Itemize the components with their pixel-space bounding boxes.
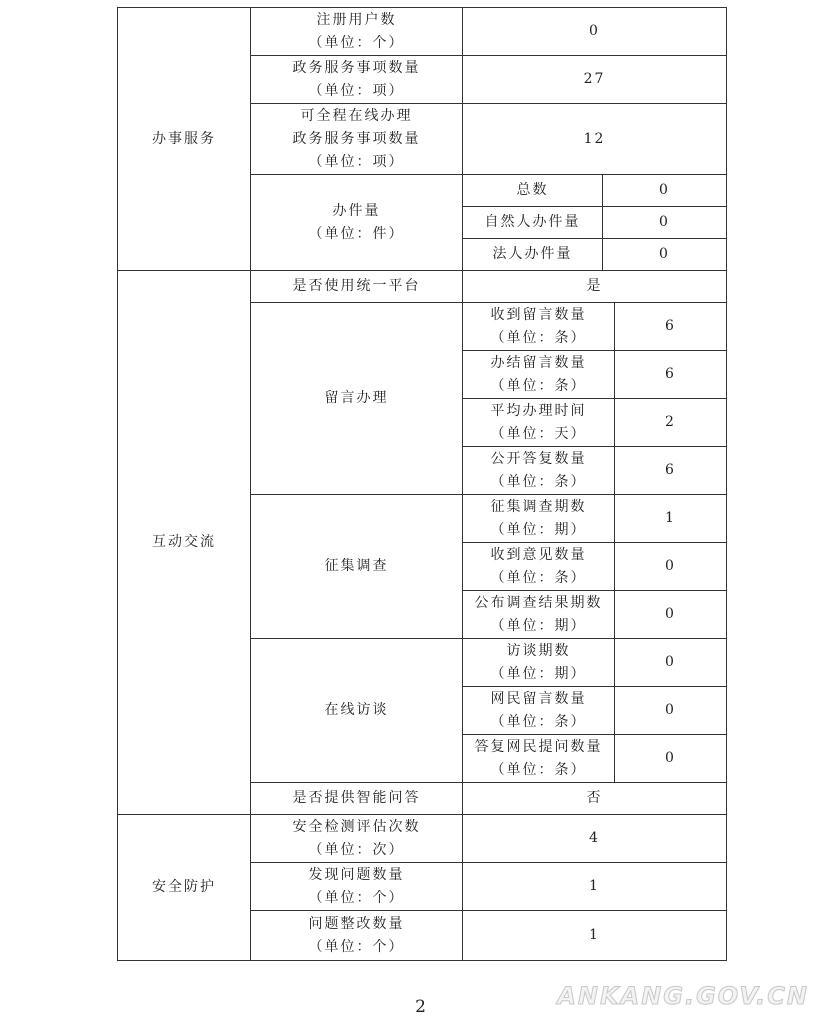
- row-label-registered-users: 注册用户数 （单位：个）: [251, 8, 463, 56]
- page-number: 2: [415, 997, 426, 1017]
- row-label-assessments: 安全检测评估次数 （单位：次）: [251, 815, 463, 863]
- watermark-logo: ANKANG.GOV.CN: [557, 982, 809, 1010]
- value-messages-received: 6: [615, 303, 727, 351]
- value-interview-periods: 0: [615, 639, 727, 687]
- value-messages-avg-time: 2: [615, 399, 727, 447]
- value-issues-found: 1: [463, 863, 727, 911]
- row-label-interviews: 在线访谈: [251, 639, 463, 783]
- report-table: [117, 7, 727, 961]
- value-unified-platform: 是: [463, 271, 727, 303]
- value-cases-legal: 0: [603, 239, 727, 271]
- row-label-unified-platform: 是否使用统一平台: [251, 271, 463, 303]
- sub-label-cases-natural: 自然人办件量: [463, 207, 603, 239]
- sub-label-messages-public-replies: 公开答复数量 （单位：条）: [463, 447, 615, 495]
- row-label-messages: 留言办理: [251, 303, 463, 495]
- value-messages-public-replies: 6: [615, 447, 727, 495]
- sub-label-cases-total: 总数: [463, 175, 603, 207]
- row-label-surveys: 征集调查: [251, 495, 463, 639]
- section-interaction: 互动交流: [118, 271, 251, 815]
- row-label-smart-qa: 是否提供智能问答: [251, 783, 463, 815]
- value-cases-total: 0: [603, 175, 727, 207]
- value-survey-results: 0: [615, 591, 727, 639]
- value-cases-natural: 0: [603, 207, 727, 239]
- row-label-cases: 办件量 （单位：件）: [251, 175, 463, 271]
- value-survey-periods: 1: [615, 495, 727, 543]
- row-label-issues-fixed: 问题整改数量 （单位：个）: [251, 911, 463, 961]
- value-netizen-messages: 0: [615, 687, 727, 735]
- value-registered-users: 0: [463, 8, 727, 56]
- value-survey-opinions: 0: [615, 543, 727, 591]
- value-interview-replies: 0: [615, 735, 727, 783]
- sub-label-interview-periods: 访谈期数 （单位：期）: [463, 639, 615, 687]
- sub-label-netizen-messages: 网民留言数量 （单位：条）: [463, 687, 615, 735]
- section-security: 安全防护: [118, 815, 251, 961]
- sub-label-messages-received: 收到留言数量 （单位：条）: [463, 303, 615, 351]
- sub-label-interview-replies: 答复网民提问数量 （单位：条）: [463, 735, 615, 783]
- value-messages-handled: 6: [615, 351, 727, 399]
- value-online-items: 12: [463, 104, 727, 175]
- sub-label-survey-results: 公布调查结果期数 （单位：期）: [463, 591, 615, 639]
- row-label-service-items: 政务服务事项数量 （单位：项）: [251, 56, 463, 104]
- section-service: 办事服务: [118, 8, 251, 271]
- sub-label-survey-opinions: 收到意见数量 （单位：条）: [463, 543, 615, 591]
- sub-label-messages-handled: 办结留言数量 （单位：条）: [463, 351, 615, 399]
- value-assessments: 4: [463, 815, 727, 863]
- value-issues-fixed: 1: [463, 911, 727, 961]
- sub-label-cases-legal: 法人办件量: [463, 239, 603, 271]
- row-label-online-items: 可全程在线办理 政务服务事项数量 （单位：项）: [251, 104, 463, 175]
- sub-label-survey-periods: 征集调查期数 （单位：期）: [463, 495, 615, 543]
- value-smart-qa: 否: [463, 783, 727, 815]
- value-service-items: 27: [463, 56, 727, 104]
- row-label-issues-found: 发现问题数量 （单位：个）: [251, 863, 463, 911]
- sub-label-messages-avg-time: 平均办理时间 （单位：天）: [463, 399, 615, 447]
